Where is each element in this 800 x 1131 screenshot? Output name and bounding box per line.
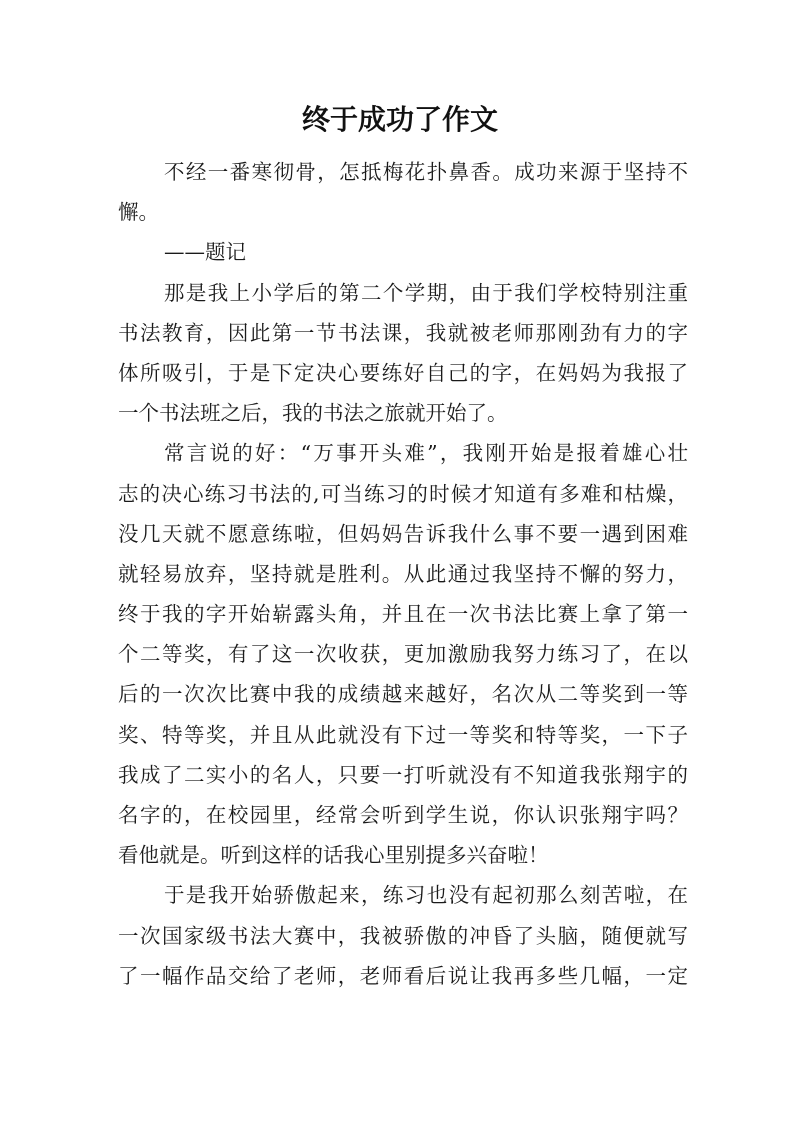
text-line: 于是我开始骄傲起来，练习也没有起初那么刻苦啦，在: [164, 883, 688, 908]
text-line: 没几天就不愿意练啦，但妈妈告诉我什么事不要一遇到困难: [118, 521, 688, 546]
text-line: 一个书法班之后，我的书法之旅就开始了。: [118, 401, 508, 426]
text-line: 书法教育，因此第一节书法课，我就被老师那刚劲有力的字: [118, 320, 688, 345]
text-line: 一次国家级书法大赛中，我被骄傲的冲昏了头脑，随便就写: [118, 923, 688, 948]
text-line: 那是我上小学后的第二个学期，由于我们学校特别注重: [164, 280, 688, 305]
text-line: 体所吸引，于是下定决心要练好自己的字，在妈妈为我报了: [118, 360, 688, 385]
text-line: 懈。: [118, 200, 159, 225]
text-line: 了一幅作品交给了老师，老师看后说让我再多些几幅，一定: [118, 963, 688, 988]
text-line: 个二等奖，有了这一次收获，更加激励我努力练习了，在以: [118, 642, 688, 667]
text-line: 奖、特等奖，并且从此就没有下过一等奖和特等奖，一下子: [118, 722, 688, 747]
text-line: 就轻易放弃，坚持就是胜利。从此通过我坚持不懈的努力，: [118, 561, 688, 586]
text-line: 看他就是。听到这样的话我心里别提多兴奋啦！: [118, 843, 549, 868]
text-line: 我成了二实小的名人，只要一打听就没有不知道我张翔宇的: [118, 762, 688, 787]
text-line: 不经一番寒彻骨，怎抵梅花扑鼻香。成功来源于坚持不: [164, 160, 688, 184]
text-line: 后的一次次比赛中我的成绩越来越好，名次从二等奖到一等: [118, 682, 688, 707]
text-line: 志的决心练习书法的,可当练习的时候才知道有多难和枯燥，: [118, 481, 688, 506]
text-line: 名字的，在校园里，经常会听到学生说，你认识张翔宇吗？: [118, 803, 688, 827]
text-line: ——题记: [164, 240, 246, 265]
text-line: 终于我的字开始崭露头角，并且在一次书法比赛上拿了第一: [118, 602, 688, 627]
text-line: 常言说的好：“万事开头难”，我刚开始是报着雄心壮: [164, 441, 688, 466]
document-body: [118, 152, 688, 996]
document-title: 终于成功了作文: [301, 103, 498, 136]
